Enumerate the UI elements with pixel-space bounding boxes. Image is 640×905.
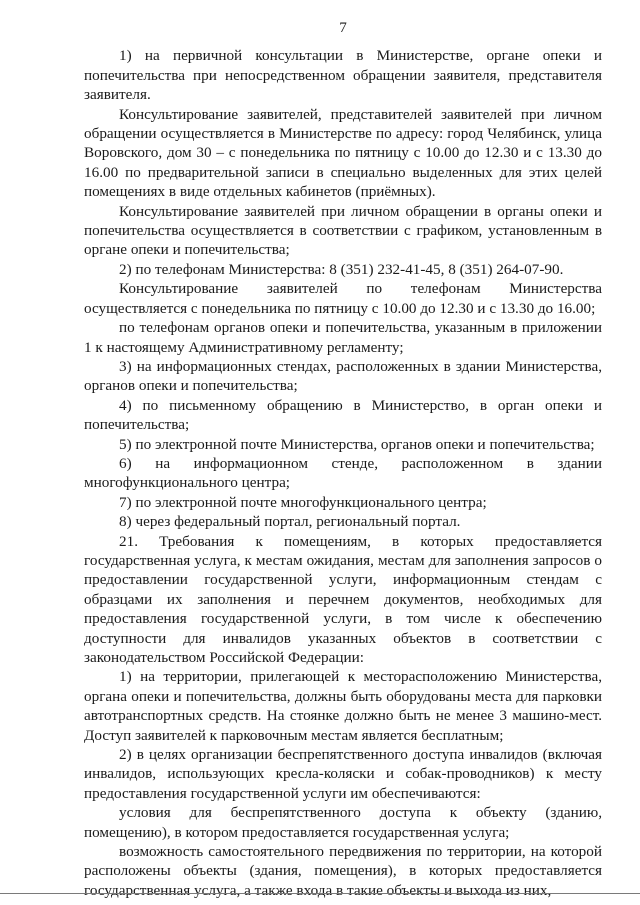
paragraph: Консультирование заявителей, представителей заявителей при личном обращении осуществляется в Министерстве по адресу: город Челябинск, улица Воровского, дом 30 – с понедельника по пятницу с 10.00 до 12.30 и с 13.30 до 16.00 по предварительной записи в специально выделенных для этих целей помещениях в виде отдельных кабинетов (приёмных). xyxy=(84,105,602,201)
paragraph: по телефонам органов опеки и попечительства, указанным в приложении 1 к настоящему Административному регламенту; xyxy=(84,319,602,356)
paragraph: условия для беспрепятственного доступа к объекту (зданию, помещению), в котором предоставляется государственная услуга; xyxy=(84,804,602,841)
paragraph: 3) на информационных стендах, расположенных в здании Министерства, органов опеки и попечительства; xyxy=(84,357,602,395)
paragraph: 2) по телефонам Министерства: 8 (351) 232-41-45, 8 (351) 264-07-90. xyxy=(119,260,564,278)
paragraph: 2) в целях организации беспрепятственного доступа инвалидов (включая инвалидов, использующих кресла-коляски и собак-проводников) к месту предоставления государственной услуги им обеспечиваются: xyxy=(84,746,602,802)
bottom-divider xyxy=(0,893,640,894)
page-number: 7 xyxy=(339,19,347,36)
paragraph: 7) по электронной почте многофункционального центра; xyxy=(119,493,487,511)
paragraph: 21. Требования к помещениям, в которых предоставляется государственная услуга, к местам ожидания, местам для заполнения запросов о предоставлении государственной услуги, информационным стендам с образцами их заполнения и перечнем документов, необходимых для предоставления государственной услуги, в том числе к обеспечению доступности для инвалидов указанных объектов в соответствии с законодательством Российской Федерации: xyxy=(84,532,602,666)
paragraph: 1) на первичной консультации в Министерстве, органе опеки и попечительства при непосредственном обращении заявителя, представителя заявителя. xyxy=(84,47,602,104)
paragraph: 8) через федеральный портал, региональный портал. xyxy=(119,513,461,531)
paragraph: 1) на территории, прилегающей к месторасположению Министерства, органа опеки и попечительства, должны быть оборудованы места для парковки автотранспортных средств. На стоянке должно быть не менее 3 машино-мест. Доступ заявителей к парковочным местам является бесплатным; xyxy=(84,668,602,744)
paragraph: Консультирование заявителей при личном обращении в органы опеки и попечительства осуществляется в соответствии с графиком, установленным в органе опеки и попечительства; xyxy=(84,202,602,259)
paragraph: 6) на информационном стенде, расположенном в здании многофункционального центра; xyxy=(84,454,602,492)
paragraph: 5) по электронной почте Министерства, органов опеки и попечительства; xyxy=(119,435,595,453)
paragraph: 4) по письменному обращению в Министерство, в орган опеки и попечительства; xyxy=(84,396,602,434)
paragraph: возможность самостоятельного передвижения по территории, на которой расположены объекты (здания, помещения), в которых предоставляется государственная услуга, а также входа в такие объекты и выхода из них, xyxy=(84,843,602,899)
paragraph: Консультирование заявителей по телефонам Министерства осуществляется с понедельника по пятницу с 10.00 до 12.30 и с 13.30 до 16.00; xyxy=(84,280,602,317)
